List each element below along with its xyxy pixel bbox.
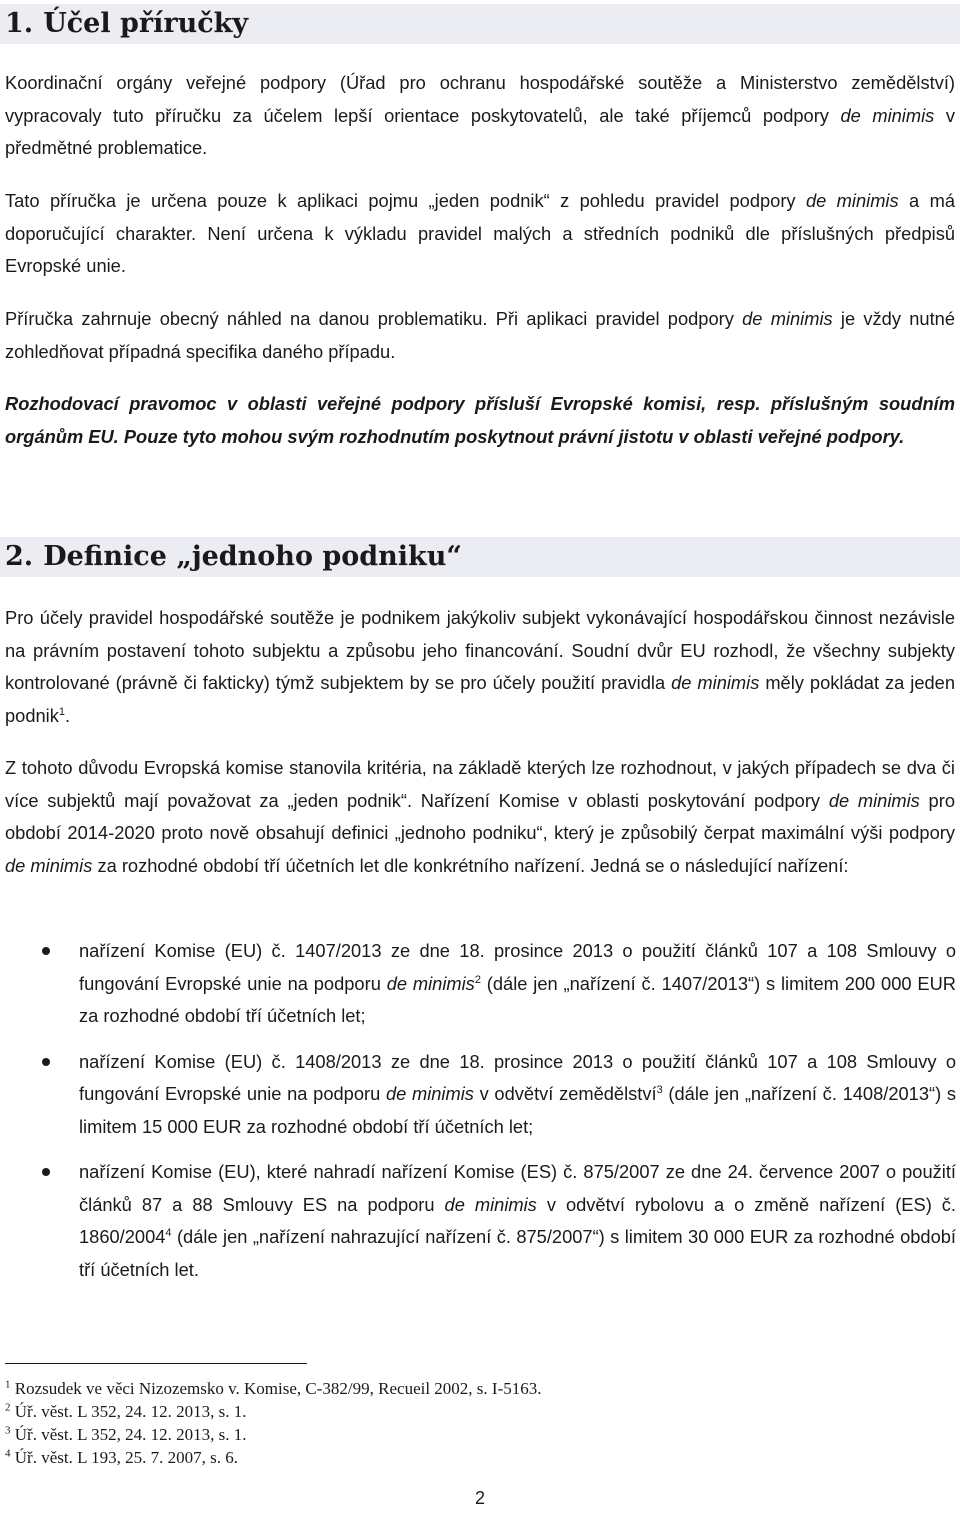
footnote-separator — [5, 1363, 307, 1364]
paragraph-purpose-overview: Příručka zahrnuje obecný náhled na danou problematiku. Při aplikaci pravidel podpory de minimis je vždy nutné zohledňovat případná specifika daného případu. — [5, 308, 955, 362]
section-number: 1. — [5, 8, 34, 39]
footnote-ref[interactable]: 4 — [165, 1226, 172, 1239]
bullet-icon — [42, 1168, 50, 1176]
section-title: Definice „jednoho podniku“ — [43, 541, 462, 572]
footnote: $^3$ Úř. věst. L 352, 24. 12. 2013, s. 1. — [5, 1424, 247, 1444]
bullet-icon — [42, 1058, 50, 1066]
footnote: $^4$ Úř. věst. L 193, 25. 7. 2007, s. 6. — [5, 1447, 238, 1467]
footnotes — [5, 1377, 905, 1469]
paragraph-purpose-intro: Koordinační orgány veřejné podpory (Úřad pro ochranu hospodářské soutěže a Ministerstvo zemědělství) vypracovaly tuto příručku za účelem lepší orientace poskytovatelů, ale také příjemců podpory de minimis v předmětné problematice. — [5, 72, 955, 158]
list-item: nařízení Komise (EU), které nahradí nařízení Komise (ES) č. 875/2007 ze dne 24. července 2007 o použití článků 87 a 88 Smlouvy ES na podporu de minimis v odvětví rybolovu a o změně nařízení (ES) č. 1860/2004$^4$ (dále jen „nařízení nahrazující nařízení č. 875/2007“) s limitem 30 000 EUR za rozhodné období tří účetních let. — [0, 1156, 960, 1286]
section-heading-2 — [0, 537, 960, 577]
paragraph-purpose-authority: Rozhodovací pravomoc v oblasti veřejné podpory přísluší Evropské komisi, resp. příslušným soudním orgánům EU. Pouze tyto mohou svým rozhodnutím poskytnout právní jistotu v oblasti veřejné podpory. — [5, 393, 955, 447]
section-heading-1 — [0, 4, 960, 44]
list-item: nařízení Komise (EU) č. 1407/2013 ze dne 18. prosince 2013 o použití článků 107 a 108 Smlouvy o fungování Evropské unie na podporu de minimis$^2$ (dále jen „nařízení č. 1407/2013“) s limitem 200 000 EUR za rozhodné období tří účetních let; — [0, 935, 960, 1033]
footnote-ref[interactable]: 2 — [474, 973, 481, 986]
regulations-list — [0, 935, 960, 1299]
section-number: 2. — [5, 541, 34, 572]
page-number: 2 — [474, 1488, 485, 1508]
bullet-icon — [42, 947, 50, 955]
footnote-ref[interactable]: 3 — [656, 1083, 663, 1096]
paragraph-definition-criteria: Z tohoto důvodu Evropská komise stanovila kritéria, na základě kterých lze rozhodnout, v jakých případech se dva či více subjektů mají považovat za „jeden podnik“. Nařízení Komise v oblasti poskytování podpory de minimis pro období 2014-2020 proto nově obsahují definici „jednoho podniku“, který je způsobilý čerpat maximální výši podpory de minimis za rozhodné období tří účetních let dle konkrétního nařízení. Jedná se o následující nařízení: — [5, 757, 955, 876]
footnote-ref[interactable]: 1 — [58, 705, 65, 718]
footnote: $^2$ Úř. věst. L 352, 24. 12. 2013, s. 1. — [5, 1401, 247, 1421]
section-title: Účel příručky — [43, 8, 249, 39]
footnote: $^1$ Rozsudek ve věci Nizozemsko v. Komise, C-382/99, Recueil 2002, s. I-5163. — [5, 1378, 542, 1398]
list-item: nařízení Komise (EU) č. 1408/2013 ze dne 18. prosince 2013 o použití článků 107 a 108 Smlouvy o fungování Evropské unie na podporu de minimis v odvětví zemědělství$^3$ (dále jen „nařízení č. 1408/2013“) s limitem 15 000 EUR za rozhodné období tří účetních let; — [0, 1046, 960, 1144]
paragraph-purpose-scope: Tato příručka je určena pouze k aplikaci pojmu „jeden podnik“ z pohledu pravidel podpory de minimis a má doporučující charakter. Není určena k výkladu pravidel malých a středních podniků dle příslušných předpisů Evropské unie. — [5, 190, 955, 276]
paragraph-definition-intro: Pro účely pravidel hospodářské soutěže je podnikem jakýkoliv subjekt vykonávající hospodářskou činnost nezávisle na právním postavení tohoto subjektu a způsobu jeho financování. Soudní dvůr EU rozhodl, že všechny subjekty kontrolované (právně či fakticky) týmž subjektem by se pro účely použití pravidla de minimis měly pokládat za jeden podnik$^1$. — [5, 607, 956, 726]
